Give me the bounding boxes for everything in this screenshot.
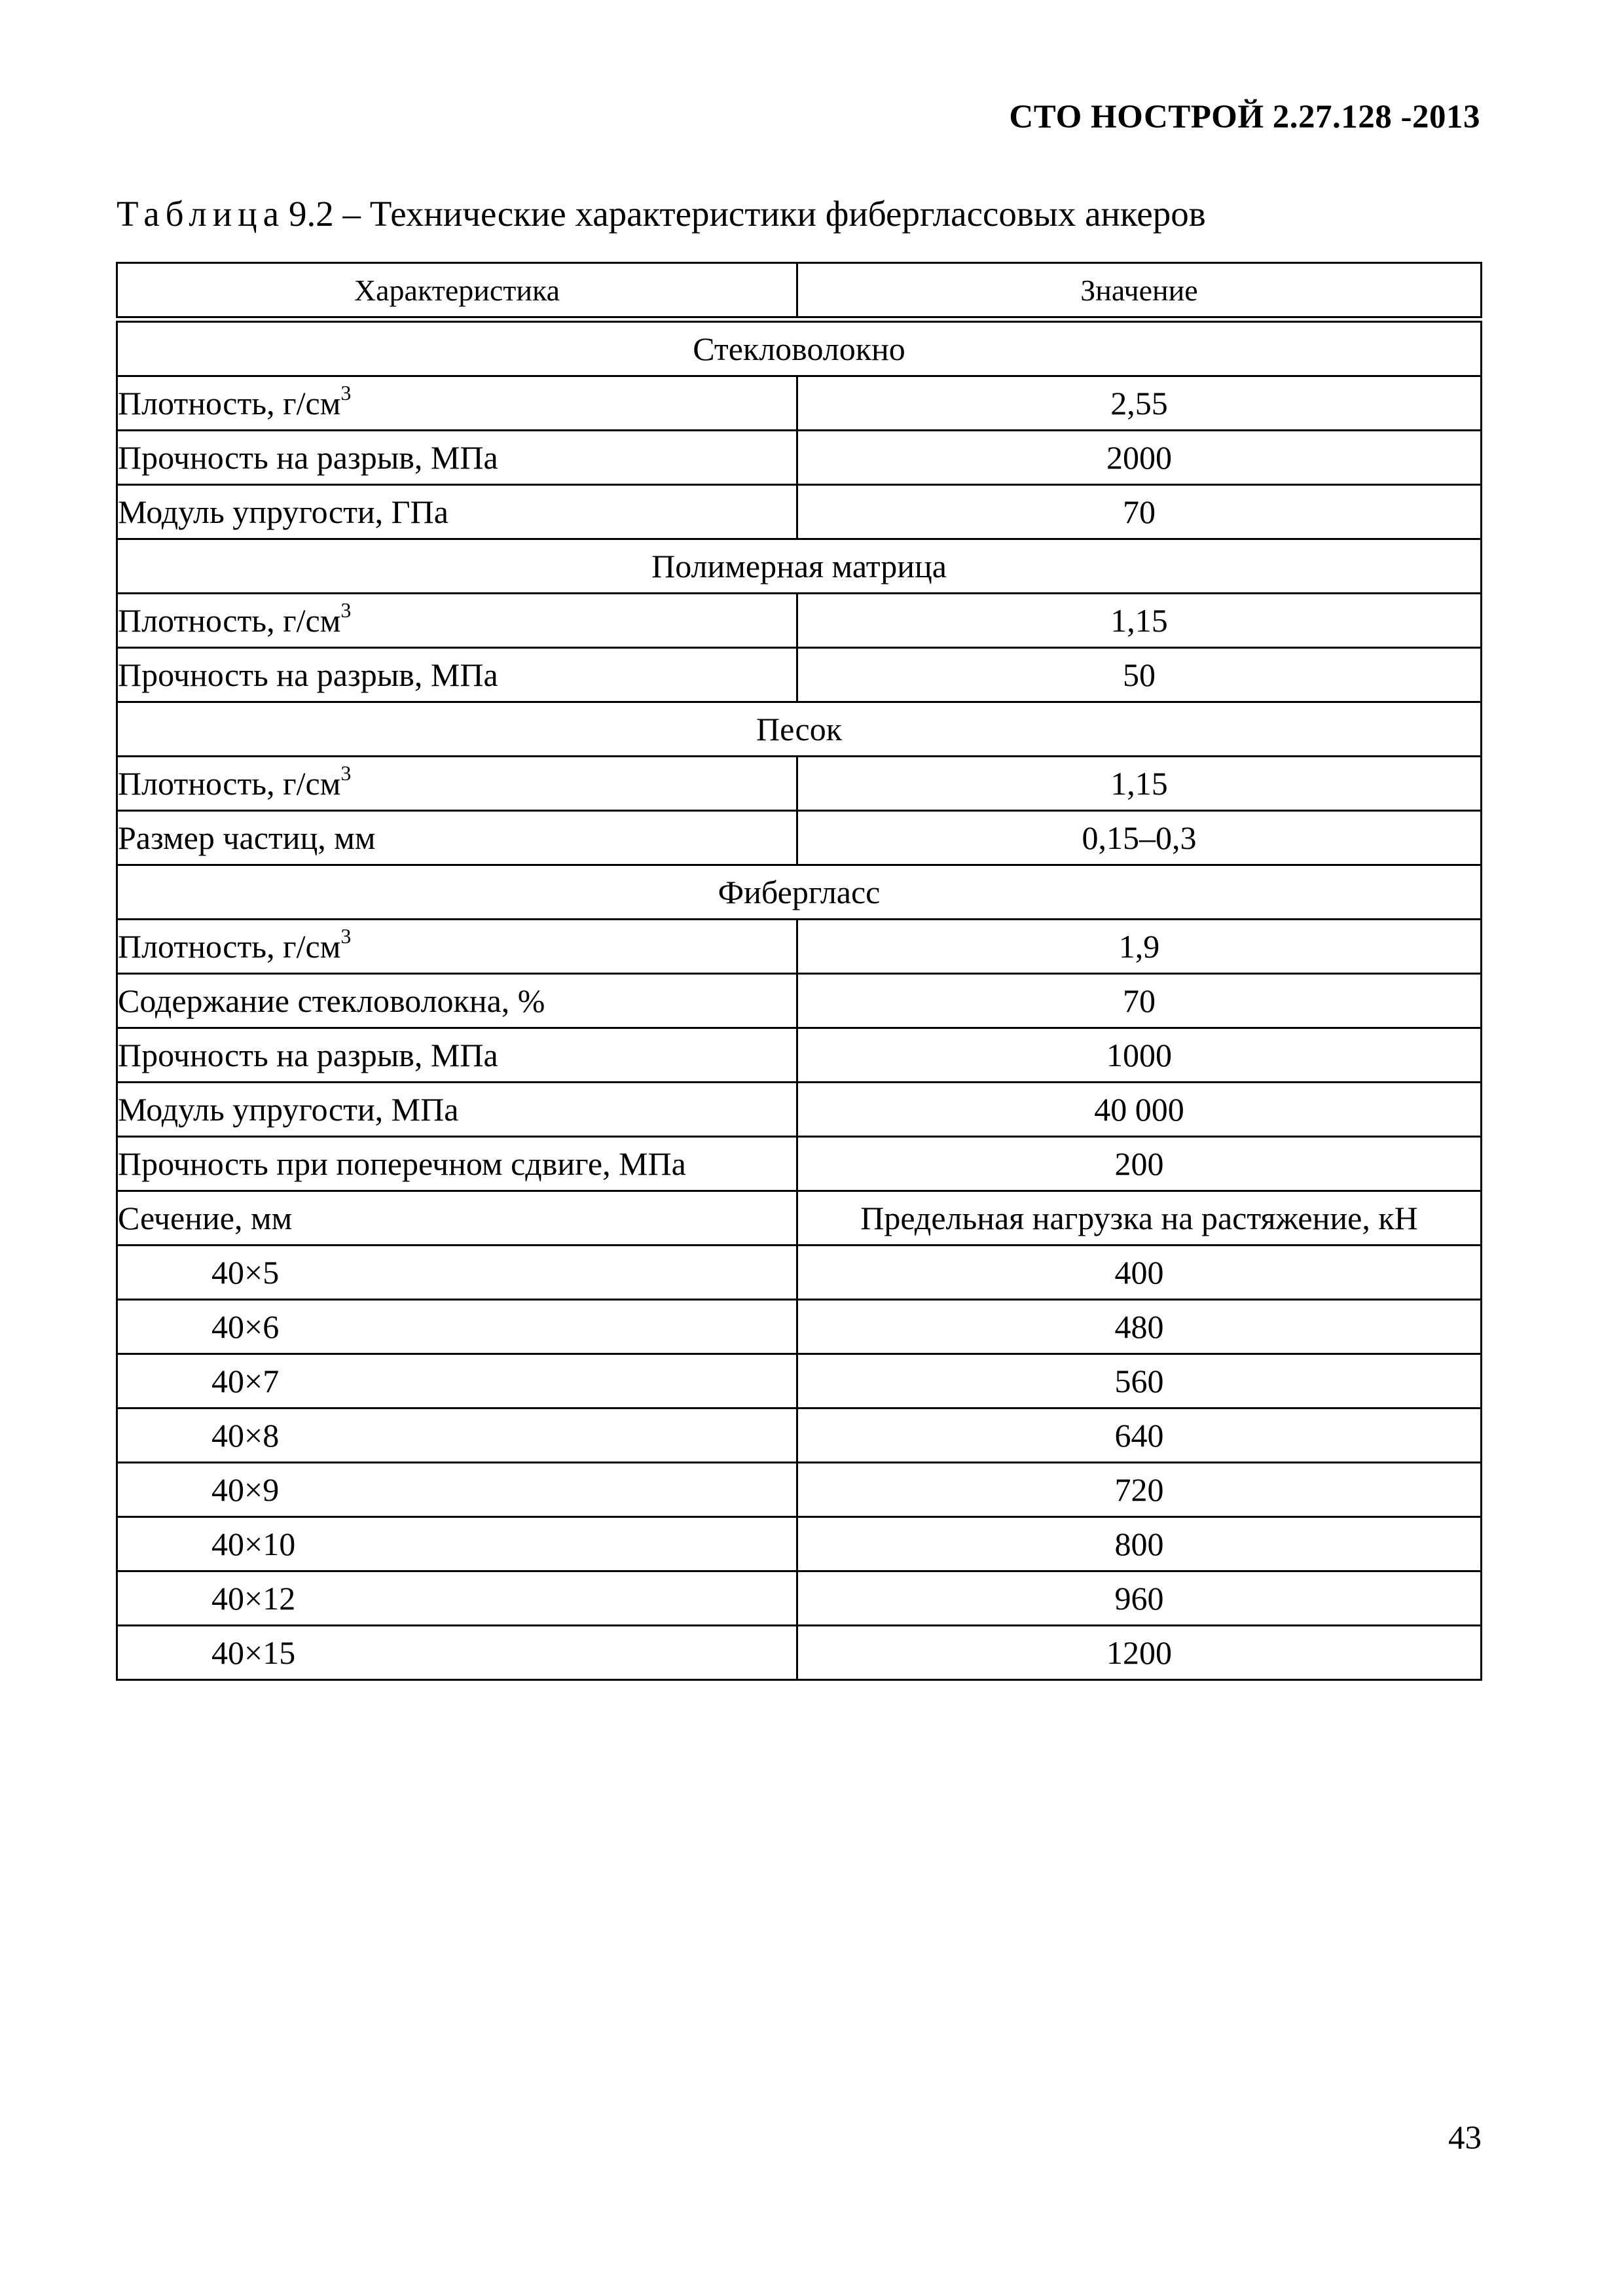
table-row [117,1354,1482,1408]
value-cell: 50 [797,648,1482,702]
characteristic-label: 40×9 [211,1471,280,1508]
value-cell: 40 000 [797,1083,1482,1137]
characteristic-label: Прочность на разрыв, МПа [118,439,498,476]
characteristic-label: Модуль упругости, ГПа [118,493,448,530]
section-row [117,865,1482,920]
characteristic-label: 40×12 [211,1580,296,1617]
column-header-characteristic: Характеристика [117,263,797,320]
table-row [117,1191,1482,1246]
characteristic-cell [117,1083,797,1137]
section-title: Полимерная матрица [117,539,1482,594]
characteristic-cell [117,1626,797,1680]
characteristic-cell [117,1571,797,1626]
table-caption-text: 9.2 – Технические характеристики фиберглассовых анкеров [288,194,1206,234]
value-cell: Предельная нагрузка на растяжение, кН [797,1191,1482,1246]
value-cell: 1,15 [797,757,1482,811]
table-row [117,1028,1482,1083]
value-cell: 1,15 [797,594,1482,648]
value-cell: 1,9 [797,920,1482,974]
table-row [117,1300,1482,1354]
characteristic-cell [117,1408,797,1463]
table-row [117,1571,1482,1626]
table-row [117,1083,1482,1137]
characteristic-label: Прочность при поперечном сдвиге, МПа [118,1145,686,1182]
characteristic-label: 40×5 [211,1254,280,1291]
value-cell: 400 [797,1246,1482,1300]
characteristic-cell [117,1300,797,1354]
table-row [117,811,1482,865]
table-row [117,594,1482,648]
value-cell: 1200 [797,1626,1482,1680]
characteristic-label: Размер частиц, мм [118,819,376,856]
characteristic-label: Прочность на разрыв, МПа [118,1037,498,1073]
characteristic-cell [117,485,797,539]
table-row [117,376,1482,431]
characteristic-cell [117,1137,797,1191]
value-cell: 70 [797,485,1482,539]
section-row [117,319,1482,376]
value-cell: 0,15–0,3 [797,811,1482,865]
value-cell: 1000 [797,1028,1482,1083]
characteristic-cell [117,757,797,811]
section-title: Стекловолокно [117,319,1482,376]
characteristic-cell [117,1028,797,1083]
unit-exponent: 3 [340,761,352,785]
table-row [117,1408,1482,1463]
characteristic-cell [117,648,797,702]
section-row [117,702,1482,757]
characteristic-cell [117,1463,797,1517]
characteristic-label: 40×6 [211,1308,280,1345]
characteristic-cell [117,376,797,431]
table-row [117,648,1482,702]
page-number: 43 [1448,2120,1482,2157]
characteristic-label: Модуль упругости, МПа [118,1091,459,1128]
value-cell: 560 [797,1354,1482,1408]
table-row [117,485,1482,539]
unit-exponent: 3 [340,598,352,622]
characteristic-cell [117,1517,797,1571]
value-cell: 2000 [797,431,1482,485]
characteristic-cell [117,1354,797,1408]
characteristic-label: 40×7 [211,1363,280,1399]
characteristic-cell [117,431,797,485]
characteristic-cell [117,920,797,974]
value-cell: 720 [797,1463,1482,1517]
value-cell: 800 [797,1517,1482,1571]
characteristic-label: Прочность на разрыв, МПа [118,656,498,693]
table-row [117,757,1482,811]
characteristic-label: 40×10 [211,1526,296,1562]
characteristic-label: Плотность, г/см [118,765,341,802]
table-row [117,1463,1482,1517]
characteristic-label: 40×8 [211,1417,280,1454]
table-row [117,920,1482,974]
document-code-header: СТО НОСТРОЙ 2.27.128 -2013 [1009,99,1480,135]
section-title: Песок [117,702,1482,757]
characteristic-cell [117,974,797,1028]
value-cell: 2,55 [797,376,1482,431]
table-row [117,431,1482,485]
section-row [117,539,1482,594]
fiberglass-anchor-specs-table [116,262,1482,1681]
table-header-row [117,263,1482,320]
value-cell: 480 [797,1300,1482,1354]
characteristic-label: Плотность, г/см [118,385,341,422]
unit-exponent: 3 [340,381,352,404]
characteristic-label: Содержание стекловолокна, % [118,982,545,1019]
table-caption-label: Таблица [117,194,285,234]
characteristic-cell [117,811,797,865]
section-title: Фибергласс [117,865,1482,920]
table-row [117,1137,1482,1191]
table-row [117,1246,1482,1300]
characteristic-cell [117,1246,797,1300]
characteristic-label: Плотность, г/см [118,602,341,639]
value-cell: 640 [797,1408,1482,1463]
characteristic-cell [117,1191,797,1246]
unit-exponent: 3 [340,924,352,948]
table-row [117,1626,1482,1680]
characteristic-cell [117,594,797,648]
value-cell: 70 [797,974,1482,1028]
column-header-value: Значение [797,263,1482,320]
table-row [117,974,1482,1028]
table-caption [117,193,1206,234]
table-row [117,1517,1482,1571]
characteristic-label: Сечение, мм [118,1200,293,1236]
value-cell: 960 [797,1571,1482,1626]
characteristic-label: 40×15 [211,1634,296,1671]
table-body [117,319,1482,1680]
characteristic-label: Плотность, г/см [118,928,341,965]
value-cell: 200 [797,1137,1482,1191]
